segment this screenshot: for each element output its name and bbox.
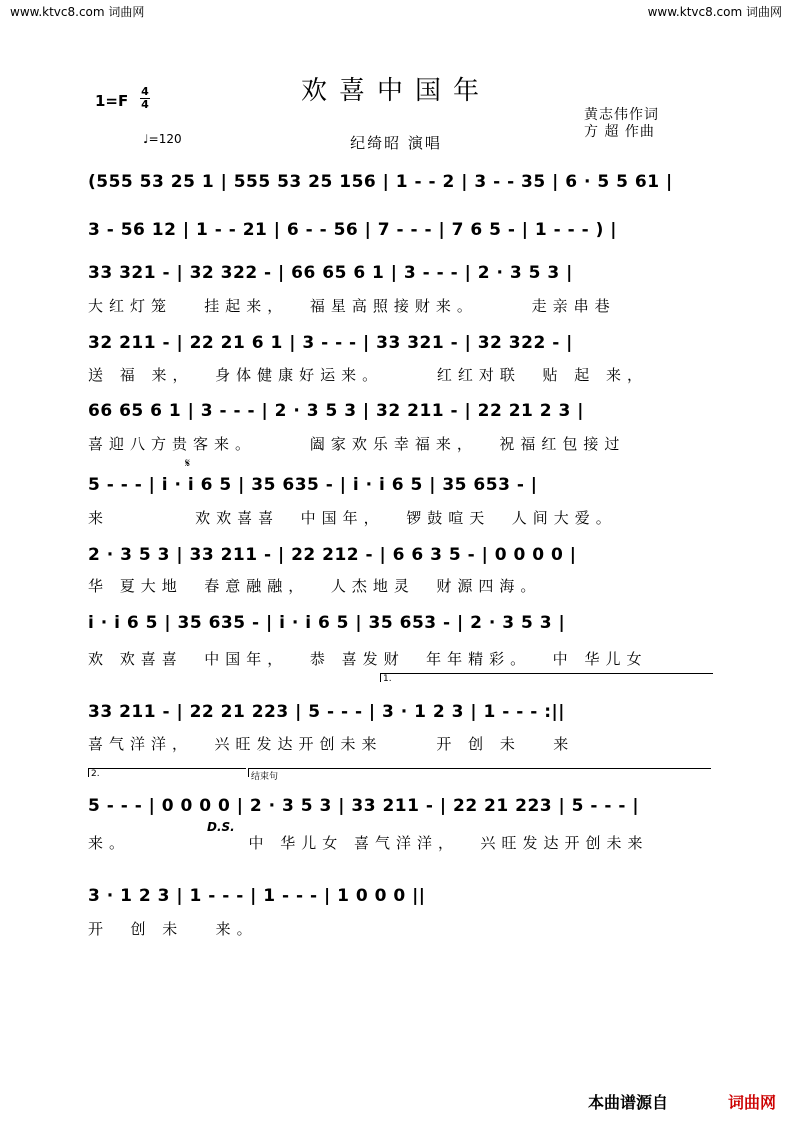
time-signature bbox=[140, 86, 150, 111]
notes-line-6: 5 - - - | i · i 6 5 | 35 635 - | i · i 6 5 | 35 653 - | bbox=[88, 475, 538, 495]
lyrics-line-4: 送 福 来， 身体健康好运来。 红红对联 贴 起 来， bbox=[88, 366, 648, 384]
notes-line-10: 5 - - - | 0 0 0 0 | 2 · 3 5 3 | 33 211 - | 22 21 223 | 5 - - - | bbox=[88, 796, 640, 816]
lyrics-line-3: 大红灯笼 挂起来， 福星高照接财来。 走亲串巷 bbox=[88, 297, 616, 315]
lyrics-line-5: 喜迎八方贵客来。 阖家欢乐幸福来， 祝福红包接过 bbox=[88, 435, 626, 453]
score-line-10 bbox=[88, 796, 718, 832]
meter-top: 4 bbox=[141, 85, 149, 98]
notes-line-11: 3 · 1 2 3 | 1 - - - | 1 - - - | 1 0 0 0 || bbox=[88, 886, 426, 906]
notes-line-7: 2 · 3 5 3 | 33 211 - | 22 212 - | 6 6 3 5 - | 0 0 0 0 | bbox=[88, 545, 577, 565]
meter-bottom: 4 bbox=[141, 98, 149, 111]
volta-first-ending: 1. bbox=[380, 673, 713, 682]
footer-source-label: 本曲谱源自 bbox=[588, 1093, 669, 1112]
lyrics-line-10: 来。 中 华儿女 喜气洋洋， 兴旺发达开创未来 bbox=[88, 834, 649, 852]
notes-line-2: 3 - 56 12 | 1 - - 21 | 6 - - 56 | 7 - - - | 7 6 5 - | 1 - - - ) | bbox=[88, 220, 618, 240]
lyrics-line-8: 欢 欢喜喜 中国年， 恭 喜发财 年年精彩。 中 华儿女 bbox=[88, 650, 648, 668]
composer-credit: 方 超 作曲 bbox=[584, 124, 655, 140]
watermark-right: www.ktvc8.com 词曲网 bbox=[647, 5, 782, 19]
singer-credit: 纪绮昭 演唱 bbox=[350, 134, 442, 152]
lyrics-line-7: 华 夏大地 春意融融， 人杰地灵 财源四海。 bbox=[88, 577, 542, 595]
key-signature: 1=F bbox=[95, 92, 129, 110]
tempo-marking: ♩=120 bbox=[143, 132, 182, 146]
score-line-5 bbox=[88, 401, 718, 437]
notes-line-3: 33 321 - | 32 322 - | 66 65 6 1 | 3 - - - | 2 · 3 5 3 | bbox=[88, 263, 573, 283]
segno-sign: 𝄋 bbox=[185, 456, 191, 470]
score-line-11 bbox=[88, 886, 718, 922]
score-line-1 bbox=[88, 172, 718, 208]
score-line-8 bbox=[88, 613, 718, 649]
volta-second-ending: 2. bbox=[88, 768, 246, 777]
lyrics-line-6: 来 欢欢喜喜 中国年， 锣鼓喧天 人间大爱。 bbox=[88, 509, 617, 527]
score-line-3 bbox=[88, 263, 718, 299]
song-title: 欢喜中国年 bbox=[300, 76, 491, 106]
footer-site-link[interactable]: 词曲网 bbox=[728, 1093, 777, 1112]
notes-line-5: 66 65 6 1 | 3 - - - | 2 · 3 5 3 | 32 211 - | 22 21 2 3 | bbox=[88, 401, 584, 421]
lyricist-credit: 黄志伟作词 bbox=[584, 107, 659, 123]
notes-line-4: 32 211 - | 22 21 6 1 | 3 - - - | 33 321 - | 32 322 - | bbox=[88, 333, 573, 353]
score-line-6 bbox=[88, 475, 718, 511]
score-line-2 bbox=[88, 220, 718, 256]
dal-segno-mark: D.S. bbox=[207, 820, 235, 834]
notes-line-8: i · i 6 5 | 35 635 - | i · i 6 5 | 35 653 - | 2 · 3 5 3 | bbox=[88, 613, 566, 633]
lyrics-line-9: 喜气洋洋， 兴旺发达开创未来 开 创 未 来 bbox=[88, 735, 575, 753]
ending-phrase-bracket: 结束句 bbox=[248, 768, 711, 777]
watermark-left: www.ktvc8.com 词曲网 bbox=[10, 5, 145, 19]
lyrics-line-11: 开 创 未 来。 bbox=[88, 920, 258, 938]
notes-line-1: (555 53 25 1 | 555 53 25 156 | 1 - - 2 | 3 - - 35 | 6 · 5 5 61 | bbox=[88, 172, 673, 192]
notes-line-9: 33 211 - | 22 21 223 | 5 - - - | 3 · 1 2 3 | 1 - - - :|| bbox=[88, 702, 565, 722]
